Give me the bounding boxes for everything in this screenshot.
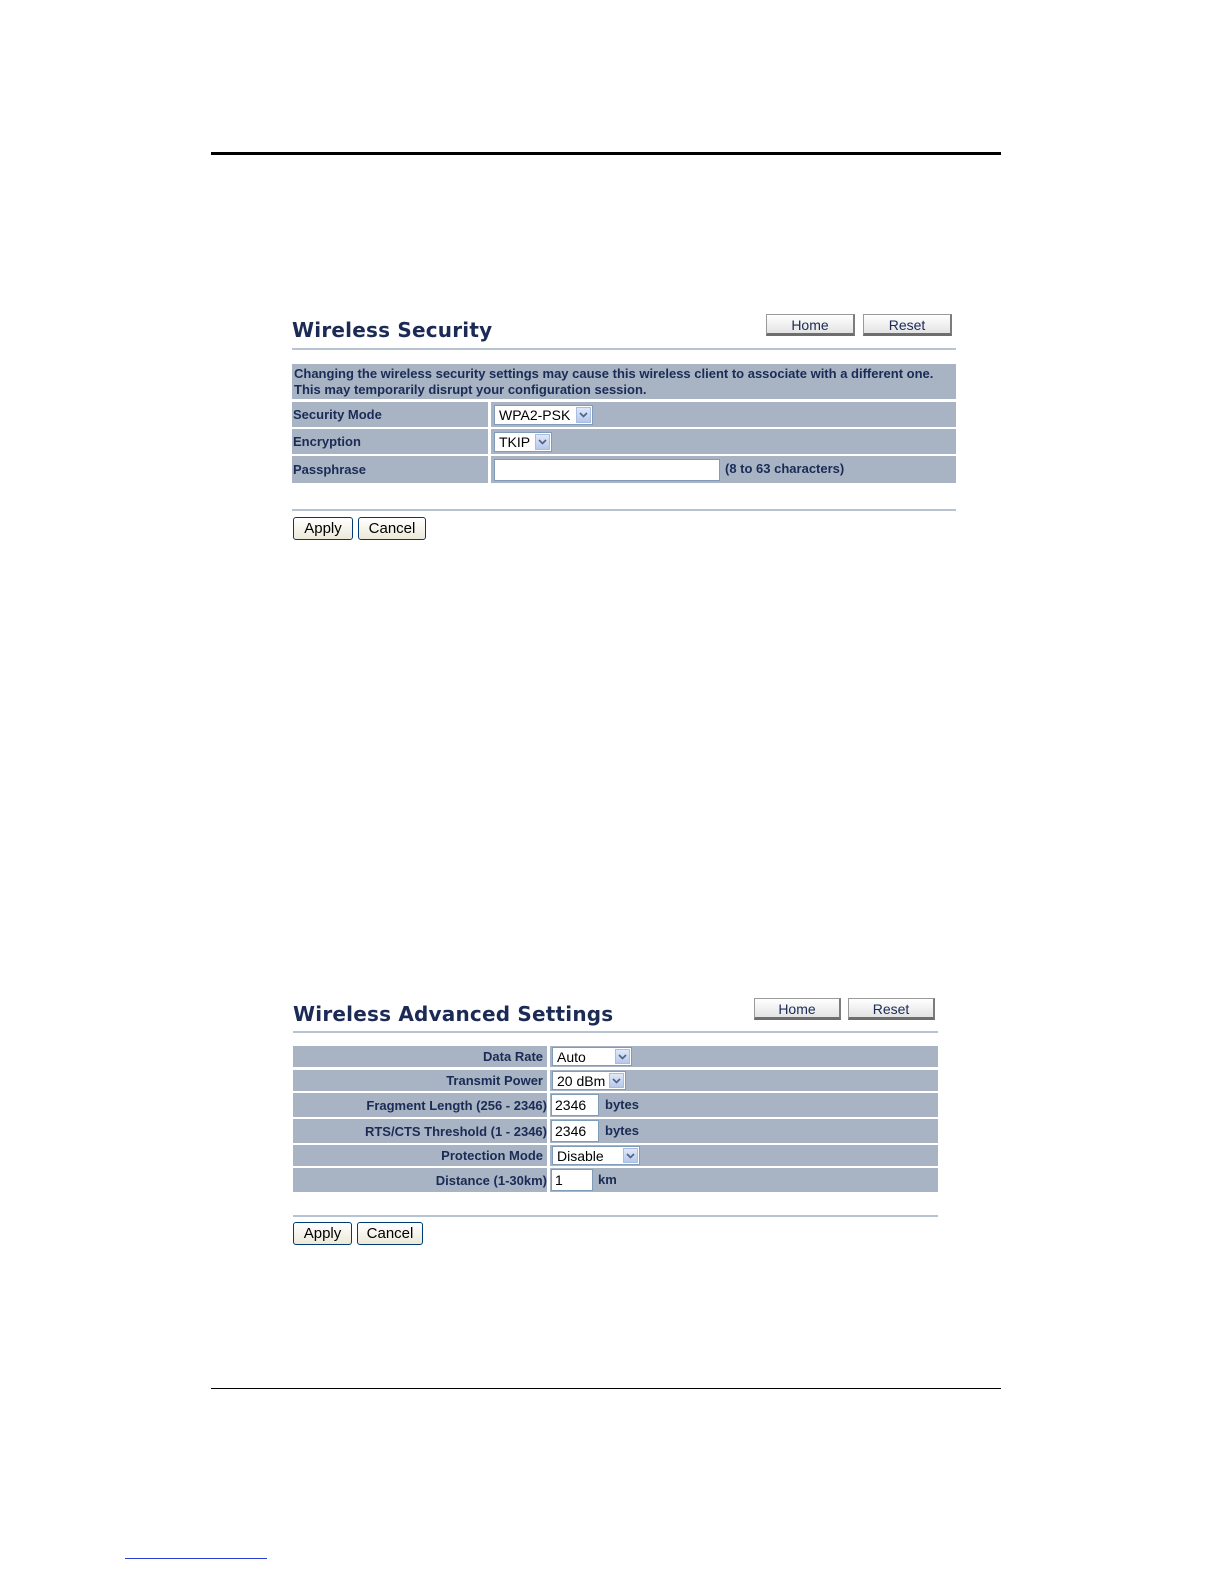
chevron-down-icon	[576, 407, 591, 423]
chevron-down-icon	[535, 434, 550, 450]
apply-button[interactable]: Apply	[293, 1222, 352, 1245]
passphrase-input[interactable]	[494, 459, 720, 481]
protection-mode-value: Disable	[557, 1148, 604, 1164]
column-divider	[488, 402, 491, 427]
fragment-length-unit: bytes	[605, 1097, 639, 1112]
rts-cts-threshold-input[interactable]: 2346	[551, 1120, 599, 1142]
cancel-button[interactable]: Cancel	[358, 517, 426, 540]
home-button[interactable]: Home	[766, 314, 855, 336]
security-mode-select[interactable]	[494, 405, 593, 425]
column-divider	[488, 456, 491, 483]
rts-cts-threshold-unit: bytes	[605, 1123, 639, 1138]
cancel-button[interactable]: Cancel	[357, 1222, 423, 1245]
column-divider	[547, 1119, 550, 1143]
transmit-power-value: 20 dBm	[557, 1073, 606, 1089]
encryption-row	[292, 429, 956, 454]
data-rate-value: Auto	[557, 1049, 586, 1065]
home-button[interactable]: Home	[754, 998, 841, 1020]
protection-mode-select[interactable]	[552, 1146, 640, 1165]
encryption-value: TKIP	[499, 434, 531, 450]
apply-button[interactable]: Apply	[293, 517, 353, 540]
wireless-security-panel	[292, 314, 956, 546]
page-bottom-rule	[211, 1388, 1001, 1389]
page-title: Wireless Advanced Settings	[293, 1002, 614, 1026]
security-mode-label: Security Mode	[293, 407, 382, 422]
rts-cts-threshold-label: RTS/CTS Threshold (1 - 2346)	[364, 1123, 547, 1139]
wireless-advanced-panel	[293, 998, 938, 1250]
column-divider	[488, 429, 491, 454]
security-mode-row	[292, 402, 956, 427]
reset-button[interactable]: Reset	[848, 998, 935, 1020]
encryption-label: Encryption	[293, 434, 361, 449]
distance-row	[293, 1168, 938, 1192]
fragment-length-label: Fragment Length (256 - 2346)	[366, 1097, 547, 1113]
column-divider	[547, 1046, 550, 1067]
column-divider	[547, 1070, 550, 1091]
footer-link-underline	[125, 1558, 267, 1559]
encryption-select[interactable]	[494, 432, 552, 452]
data-rate-select[interactable]	[552, 1047, 632, 1066]
title-divider	[292, 348, 956, 350]
data-rate-row	[293, 1046, 938, 1067]
distance-unit: km	[598, 1172, 617, 1187]
passphrase-hint: (8 to 63 characters)	[725, 461, 845, 476]
fragment-length-input[interactable]: 2346	[551, 1094, 599, 1116]
passphrase-label: Passphrase	[293, 462, 366, 477]
distance-input[interactable]: 1	[551, 1169, 593, 1191]
distance-label: Distance (1-30km)	[435, 1172, 547, 1188]
column-divider	[547, 1093, 550, 1117]
fragment-length-row	[293, 1093, 938, 1117]
form-divider	[292, 509, 956, 511]
data-rate-label: Data Rate	[483, 1049, 543, 1064]
transmit-power-row	[293, 1070, 938, 1091]
title-divider	[293, 1031, 938, 1033]
page-title: Wireless Security	[292, 318, 493, 342]
chevron-down-icon	[615, 1049, 630, 1064]
chevron-down-icon	[609, 1073, 624, 1088]
passphrase-row	[292, 456, 956, 483]
transmit-power-label: Transmit Power	[446, 1073, 543, 1088]
transmit-power-select[interactable]	[552, 1071, 626, 1090]
column-divider	[547, 1145, 550, 1166]
column-divider	[547, 1168, 550, 1192]
protection-mode-label: Protection Mode	[441, 1148, 543, 1163]
protection-mode-row	[293, 1145, 938, 1166]
form-divider	[293, 1215, 938, 1217]
rts-cts-threshold-row	[293, 1119, 938, 1143]
security-notice: Changing the wireless security settings may cause this wireless client to associate with a different one. This may temporarily disrupt your configuration session.	[292, 364, 956, 399]
page-top-rule	[211, 152, 1001, 155]
security-mode-value: WPA2-PSK	[499, 407, 571, 423]
reset-button[interactable]: Reset	[863, 314, 952, 336]
chevron-down-icon	[623, 1148, 638, 1163]
